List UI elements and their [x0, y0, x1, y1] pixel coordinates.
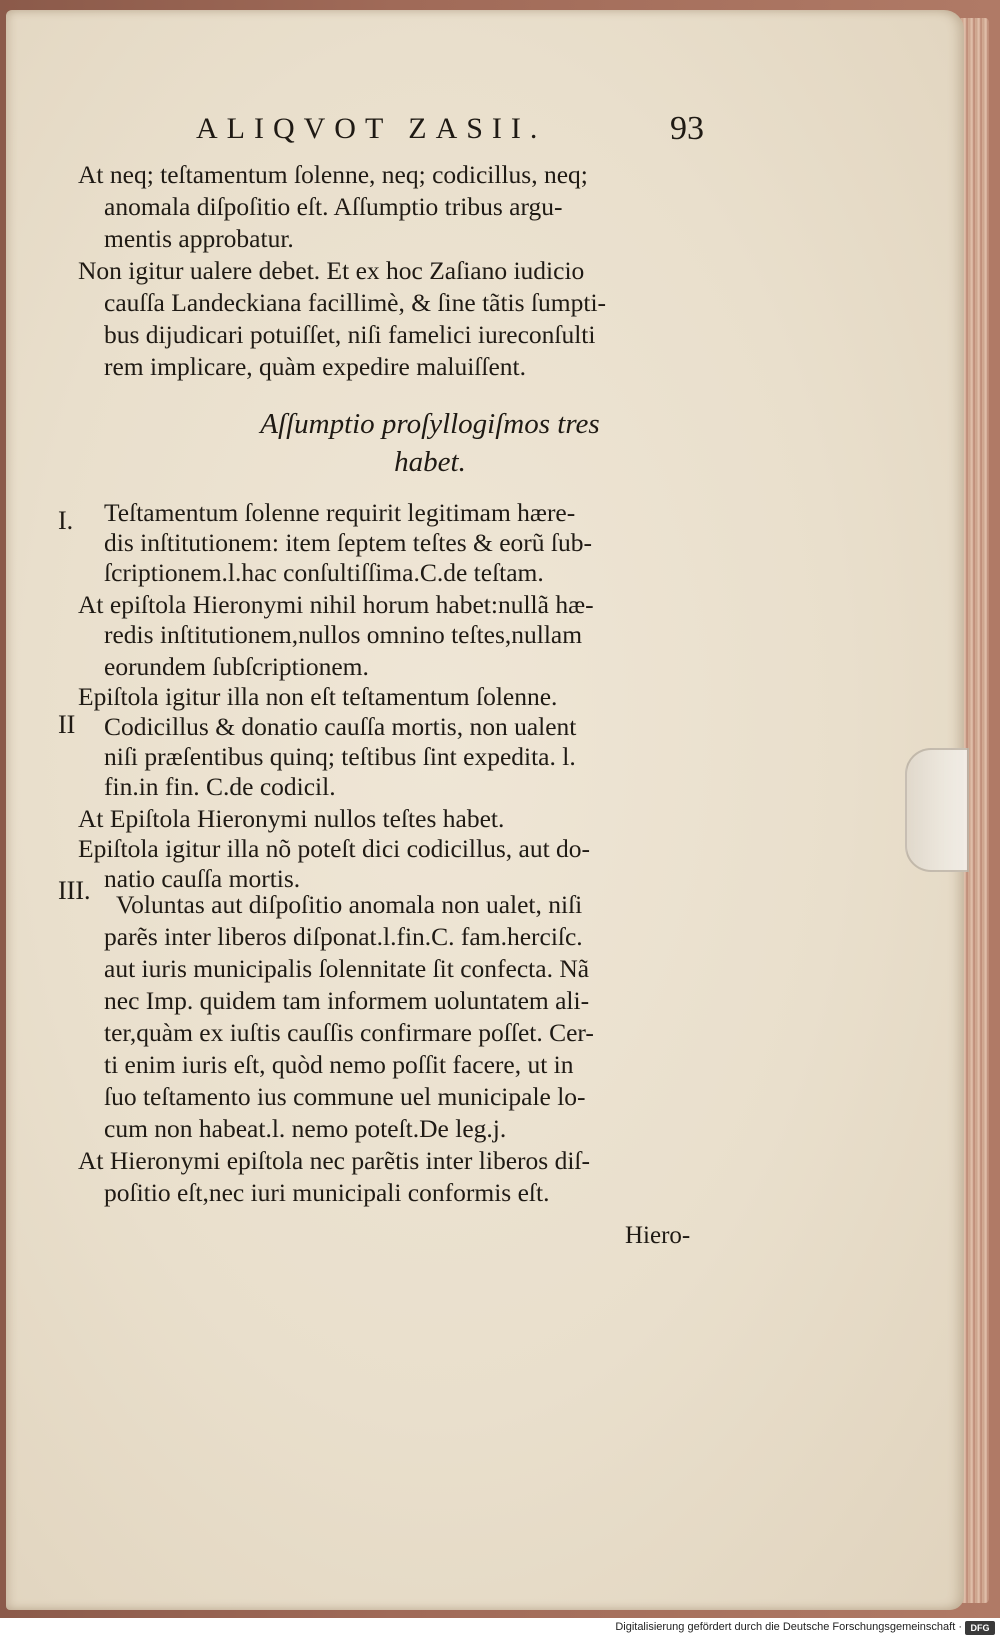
digitization-credit-bar	[0, 1618, 1000, 1639]
numeral-one: I.	[58, 506, 74, 535]
text-line: redis inſtitutionem,nullos omnino teſtes,nullam	[104, 620, 583, 649]
text-line: At Epiſtola Hieronymi nullos teſtes habet.	[78, 804, 505, 833]
text-line: cauſſa Landeckiana facillimè, & ſine tãtis ſumpti-	[104, 288, 607, 317]
text-line: eorundem ſubſcriptionem.	[104, 652, 369, 681]
text-line: natio cauſſa mortis.	[104, 864, 301, 893]
text-line: anomala diſpoſitio eſt. Aſſumptio tribus argu-	[104, 192, 563, 221]
numeral-three: III.	[58, 876, 91, 905]
text-line: Non igitur ualere debet. Et ex hoc Zaſiano iudicio	[78, 256, 585, 285]
text-line: cum non habeat.l. nemo poteſt.De leg.j.	[104, 1114, 507, 1143]
digitization-credit: Digitalisierung gefördert durch die Deutsche Forschungsgemeinschaft ·	[615, 1621, 962, 1633]
text-line: bus dijudicari potuiſſet, niſi famelici iureconſulti	[104, 320, 596, 349]
text-line: ſcriptionem.l.hac conſultiſſima.C.de teſtam.	[104, 558, 544, 587]
dfg-logo-icon	[965, 1621, 995, 1635]
section-heading-continued: habet.	[394, 446, 466, 478]
text-line: parẽs inter liberos diſponat.l.fin.C. fam.herciſc.	[104, 922, 583, 951]
text-line: dis inſtitutionem: item ſeptem teſtes & eorũ ſub-	[104, 528, 592, 557]
text-line: mentis approbatur.	[104, 224, 294, 253]
text-line: rem implicare, quàm expedire maluiſſent.	[104, 352, 527, 381]
page-number: 93	[670, 110, 704, 147]
text-line: ſuo teſtamento ius commune uel municipale lo-	[104, 1082, 586, 1111]
dfg-logo-text: DFG	[970, 1623, 990, 1633]
text-line: ti enim iuris eſt, quòd nemo poſſit facere, ut in	[104, 1050, 574, 1079]
text-line: Epiſtola igitur illa non eſt teſtamentum ſolenne.	[78, 682, 558, 711]
text-line: At epiſtola Hieronymi nihil horum habet:nullã hæ-	[78, 590, 594, 619]
text-line: At neq; teſtamentum ſolenne, neq; codicillus, neq;	[78, 160, 588, 189]
text-line: nec Imp. quidem tam informem uoluntatem ali-	[104, 986, 590, 1015]
text-line: Codicillus & donatio cauſſa mortis, non ualent	[104, 712, 577, 741]
text-line: Voluntas aut diſpoſitio anomala non ualet, niſi	[116, 890, 583, 919]
text-line: Epiſtola igitur illa nõ poteſt dici codicillus, aut do-	[78, 834, 591, 863]
text-line: Teſtamentum ſolenne requirit legitimam hære-	[104, 498, 576, 527]
text-line: At Hieronymi epiſtola nec parẽtis inter liberos diſ-	[78, 1146, 590, 1175]
text-line: fin.in fin. C.de codicil.	[104, 772, 336, 801]
text-line: ter,quàm ex iuſtis cauſſis confirmare poſſet. Cer-	[104, 1018, 594, 1047]
running-header: ALIQVOT ZASII.	[196, 112, 547, 145]
numeral-two: II	[58, 710, 76, 739]
section-heading: Aſſumptio proſyllogiſmos tres	[260, 408, 600, 440]
text-line: aut iuris municipalis ſolennitate ſit confecta. Nã	[104, 954, 590, 983]
catchword: Hiero-	[625, 1222, 691, 1249]
text-line: niſi præſentibus quinq; teſtibus ſint expedita. l.	[104, 742, 576, 771]
page-clip	[905, 748, 969, 872]
text-line: poſitio eſt,nec iuri municipali conformis eſt.	[104, 1178, 550, 1207]
